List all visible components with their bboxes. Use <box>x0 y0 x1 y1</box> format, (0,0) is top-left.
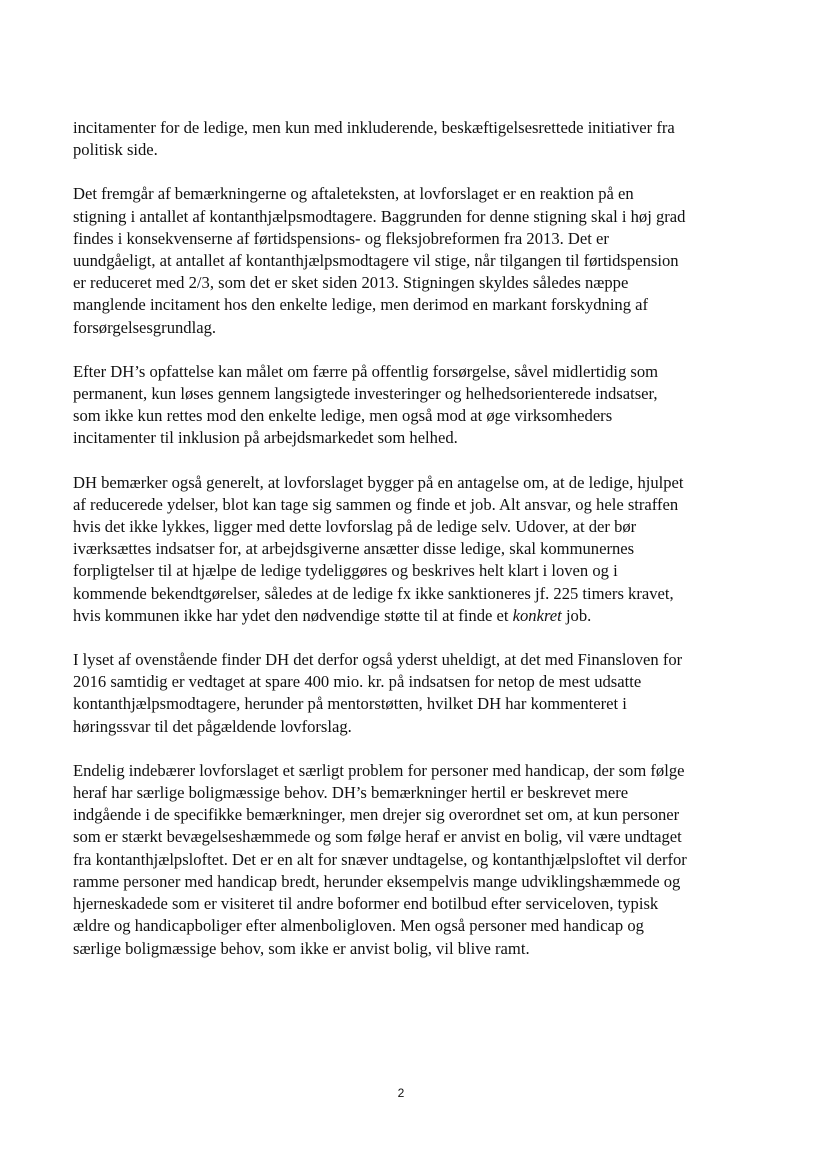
paragraph-4-end: job. <box>561 605 592 625</box>
body-text <box>73 117 749 960</box>
page-number: 2 <box>397 1086 405 1100</box>
paragraph-4-emphasis: konkret <box>512 605 562 625</box>
paragraph-3: Efter DH’s opfattelse kan målet om færre på offentlig forsørgelse, såvel midlertidig som permanent, kun løses gennem langsigtede investeringer og helhedsorienterede indsatser, som ikke kun rettes mod den enkelte ledige, men også mod at øge virksomheders incitamenter til inklusion på arbejdsmarkedet som helhed. <box>73 361 659 448</box>
paragraph-6: Endelig indebærer lovforslaget et særligt problem for personer med handicap, der som følge heraf har særlige boligmæssige behov. DH’s bemærkninger hertil er beskrevet mere indgående i de specifikke bemærkninger, men drejer sig overordnet set om, at kun personer som er stærkt bevægelseshæmmede og som følge heraf er anvist en bolig, vil være undtaget fra kontanthjælpsloftet. Det er en alt for snæver undtagelse, og kontanthjælpsloftet vil derfor ramme personer med handicap bredt, herunder eksempelvis mange udviklingshæmmede og hjerneskadede som er visiteret til andre boformer end botilbud efter serviceloven, typisk ældre og handicapboliger efter almenboligloven. Men også personer med handicap og særlige boligmæssige behov, som ikke er anvist bolig, vil blive ramt. <box>73 760 687 958</box>
paragraph-4 <box>73 472 749 627</box>
paragraph-4-text: DH bemærker også generelt, at lovforslaget bygger på en antagelse om, at de ledige, hjulpet af reducerede ydelser, blot kan tage sig sammen og finde et job. Alt ansvar, og hele straffen hvis det ikke lykkes, ligger med dette lovforslag på de ledige selv. Udover, at der bør iværksættes indsatser for, at arbejdsgiverne ansætter disse ledige, skal kommunernes forpligtelser til at hjælpe de ledige tydeliggøres og beskrives helt klart i loven og i kommende bekendtgørelser, således at de ledige fx ikke sanktioneres jf. 225 timers kravet, hvis kommunen ikke har ydet den nødvendige støtte til at finde et <box>73 472 684 625</box>
paragraph-1: incitamenter for de ledige, men kun med inkluderende, beskæftigelsesrettede initiativer fra politisk side. <box>73 118 675 160</box>
paragraph-2: Det fremgår af bemærkningerne og aftaleteksten, at lovforslaget er en reaktion på en stigning i antallet af kontanthjælpsmodtagere. Baggrunden for denne stigning skal i høj grad findes i konsekvenserne af førtidspensions- og fleksjobreformen fra 2013. Det er uundgåeligt, at antallet af kontanthjælpsmodtagere vil stige, når tilgangen til førtidspension er reduceret med 2/3, som det er sket siden 2013. Stigningen skyldes således næppe manglende incitament hos den enkelte ledige, men derimod en markant forskydning af forsørgelsesgrundlag. <box>73 184 686 337</box>
paragraph-5: I lyset af ovenstående finder DH det derfor også yderst uheldigt, at det med Finansloven for 2016 samtidig er vedtaget at spare 400 mio. kr. på indsatsen for netop de mest udsatte kontanthjælpsmodtagere, herunder på mentorstøtten, hvilket DH har kommenteret i høringssvar til det pågældende lovforslag. <box>73 650 683 736</box>
